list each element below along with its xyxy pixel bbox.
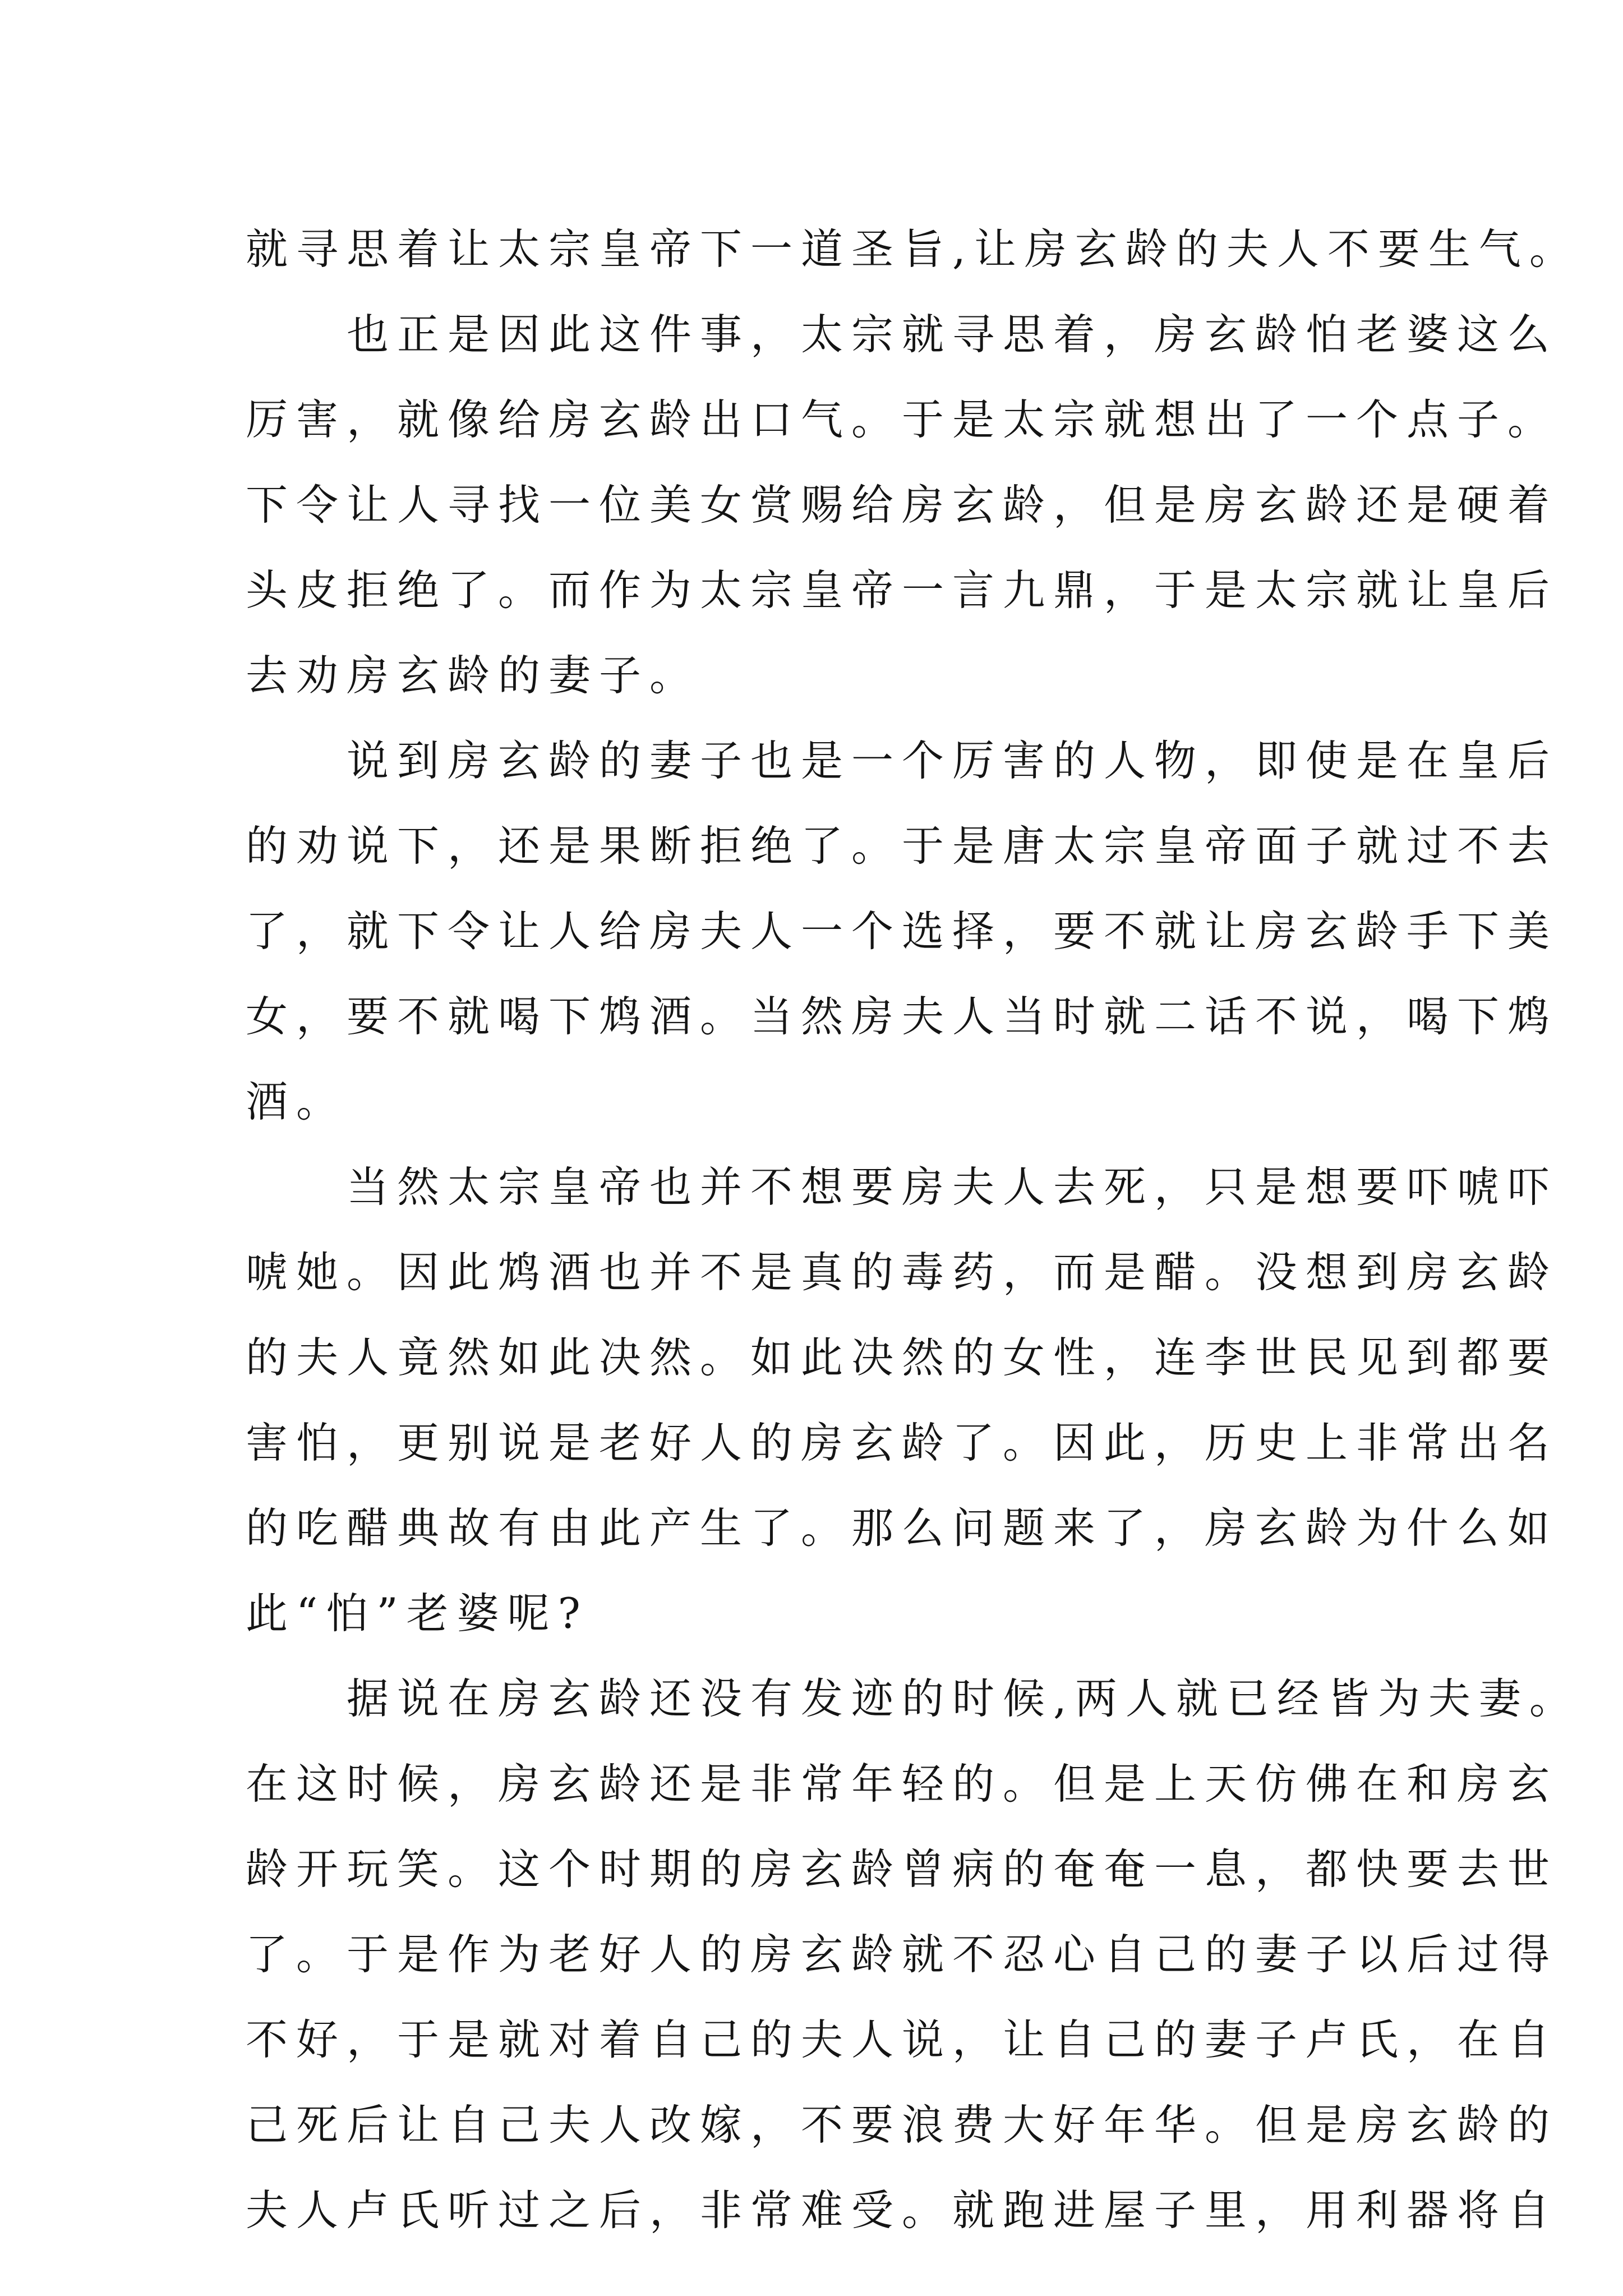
text-line: 龄开玩笑。这个时期的房玄龄曾病的奄奄一息，都快要去世 (246, 1844, 1559, 1894)
text-line: 女，要不就喝下鸩酒。当然房夫人当时就二话不说，喝下鸩 (246, 992, 1559, 1041)
text-line: 就寻思着让太宗皇帝下一道圣旨,让房玄龄的夫人不要生气。 (246, 224, 1580, 274)
text-line: 据说在房玄龄还没有发迹的时候,两人就已经皆为夫妻。 (246, 1674, 1580, 1723)
article-body (246, 206, 1580, 2253)
text-line: 厉害，就像给房玄龄出口气。于是太宗就想出了一个点子。 (246, 395, 1559, 444)
text-line: 酒。 (246, 1077, 347, 1126)
text-line: 下令让人寻找一位美女赏赐给房玄龄，但是房玄龄还是硬着 (246, 480, 1559, 530)
text-line: 的夫人竟然如此决然。如此决然的女性，连李世民见到都要 (246, 1333, 1559, 1382)
text-line: 也正是因此这件事，太宗就寻思着，房玄龄怕老婆这么 (246, 310, 1559, 359)
text-line: 夫人卢氏听过之后，非常难受。就跑进屋子里，用利器将自 (246, 2185, 1559, 2235)
text-line: 去劝房玄龄的妻子。 (246, 651, 700, 700)
text-line: 此“怕”老婆呢? (246, 1589, 589, 1638)
text-line: 己死后让自己夫人改嫁，不要浪费大好年华。但是房玄龄的 (246, 2100, 1559, 2150)
text-line: 唬她。因此鸩酒也并不是真的毒药，而是醋。没想到房玄龄 (246, 1248, 1559, 1297)
text-line: 害怕，更别说是老好人的房玄龄了。因此，历史上非常出名 (246, 1418, 1559, 1467)
text-line: 不好，于是就对着自己的夫人说，让自己的妻子卢氏，在自 (246, 2015, 1559, 2064)
text-line: 的劝说下，还是果断拒绝了。于是唐太宗皇帝面子就过不去 (246, 821, 1559, 871)
text-line: 了。于是作为老好人的房玄龄就不忍心自己的妻子以后过得 (246, 1930, 1559, 1979)
text-line: 了，就下令让人给房夫人一个选择，要不就让房玄龄手下美 (246, 907, 1559, 956)
text-line: 的吃醋典故有由此产生了。那么问题来了，房玄龄为什么如 (246, 1503, 1559, 1553)
text-line: 在这时候，房玄龄还是非常年轻的。但是上天仿佛在和房玄 (246, 1759, 1559, 1809)
text-line: 说到房玄龄的妻子也是一个厉害的人物，即使是在皇后 (246, 736, 1559, 785)
text-line: 当然太宗皇帝也并不想要房夫人去死，只是想要吓唬吓 (246, 1162, 1559, 1212)
text-line: 头皮拒绝了。而作为太宗皇帝一言九鼎，于是太宗就让皇后 (246, 565, 1559, 615)
